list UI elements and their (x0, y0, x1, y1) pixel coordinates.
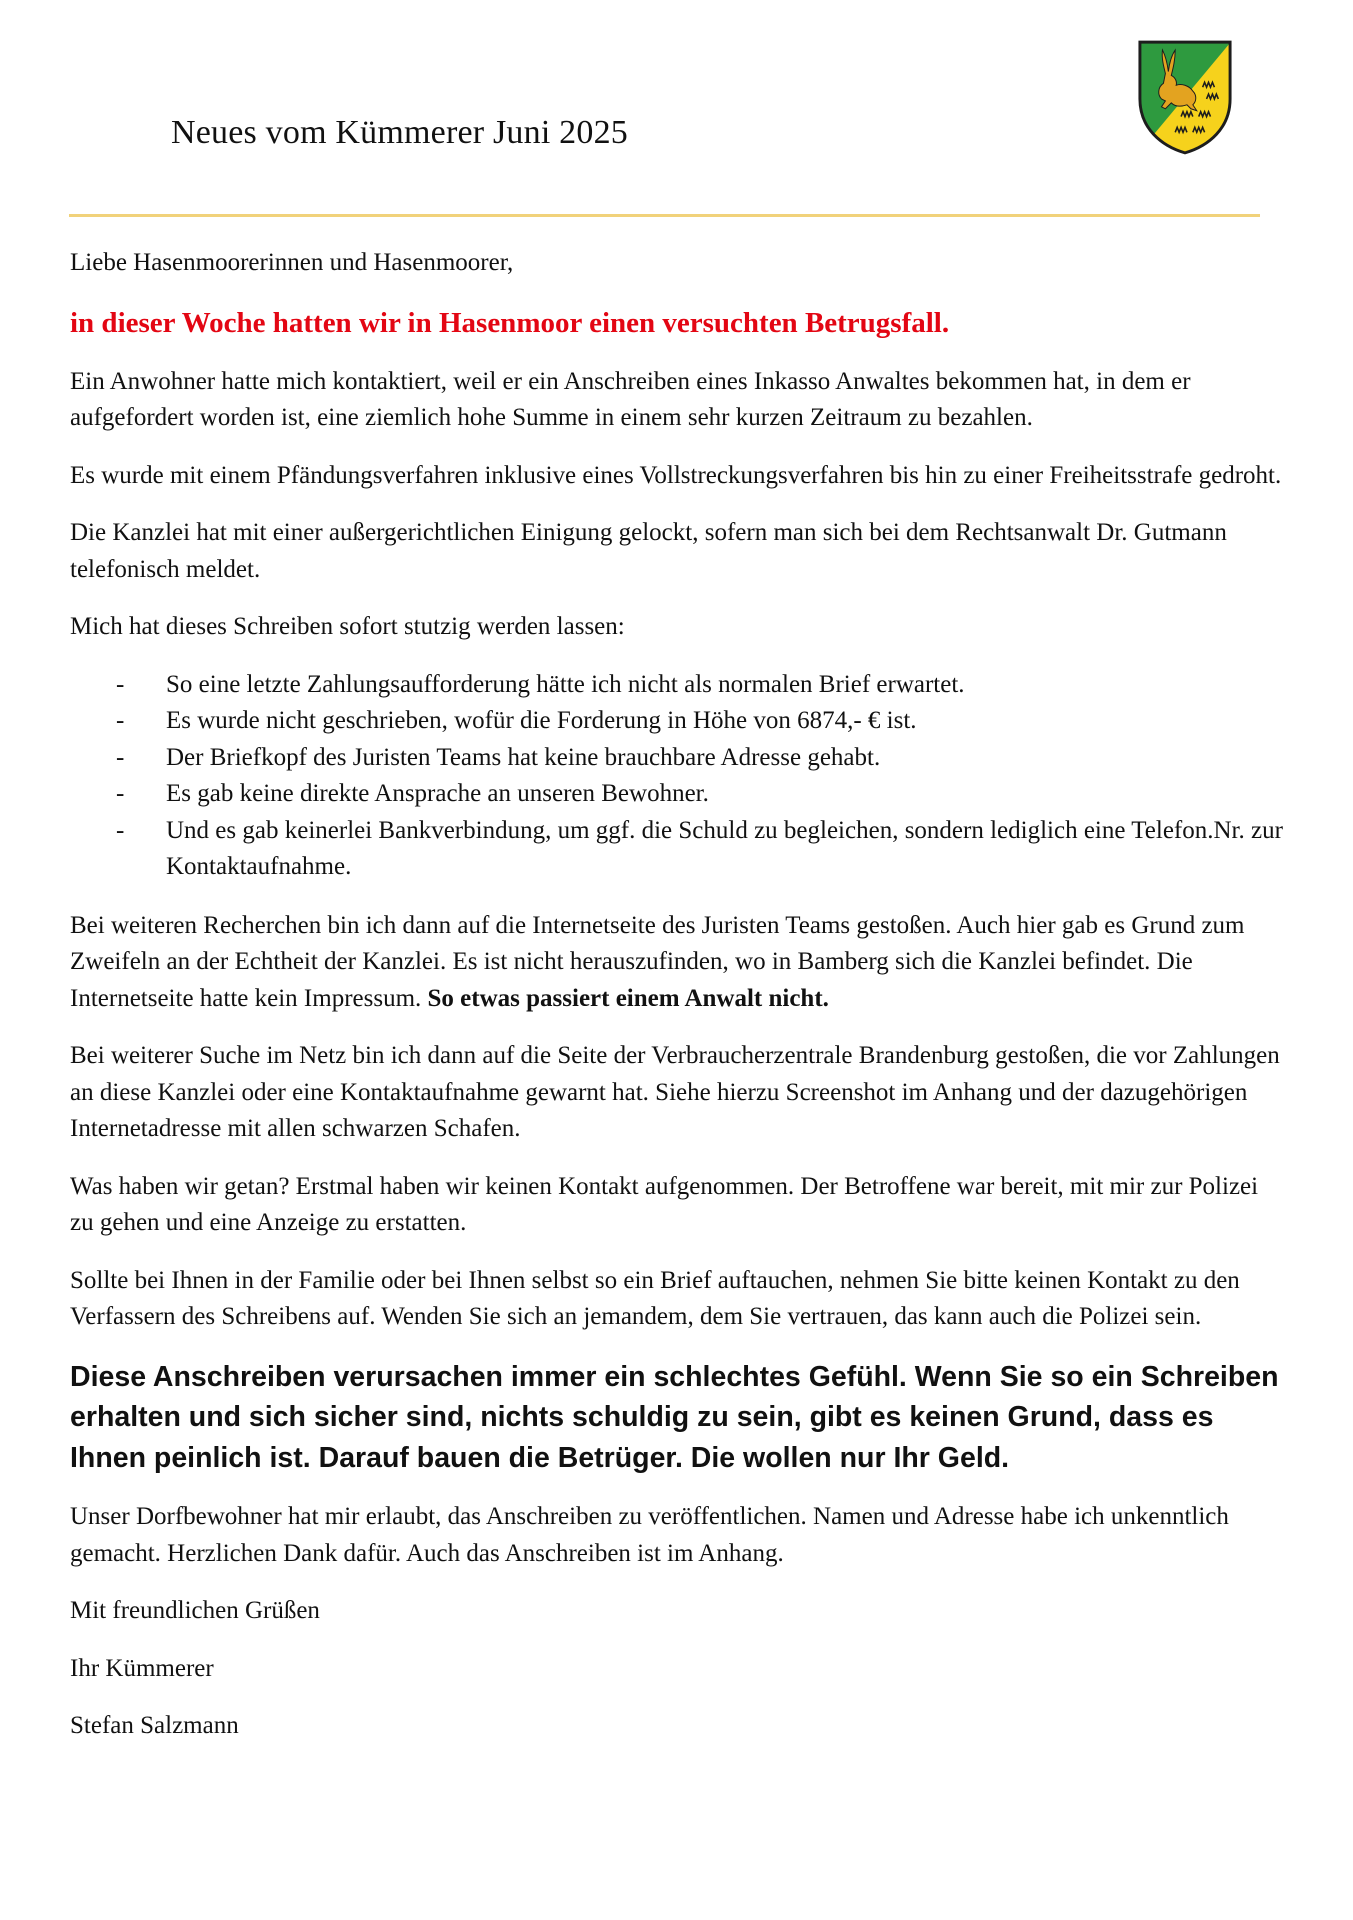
paragraph: Was haben wir getan? Erstmal haben wir keinen Kontakt aufgenommen. Der Betroffene war bereit, mit mir zur Polizei zu gehen und eine Anzeige zu erstatten. (70, 1172, 1259, 1236)
bullet-dash: - (116, 670, 125, 698)
paragraph-text: Bei weiteren Recherchen bin ich dann auf die Internetseite des Juristen Teams gestoßen. Auch hier gab es Grund zum Zweifeln an der Echtheit der Kanzlei. Es ist nicht herauszufinden, wo in Bamberg sich die Kanzlei befindet. Die Internetseite hatte kein Impressum. (70, 911, 1245, 1012)
paragraph: Die Kanzlei hat mit einer außergerichtlichen Einigung gelockt, sofern man sich bei dem Rechtsanwalt Dr. Gutmann telefonisch meldet. (70, 519, 1227, 583)
closing: Mit freundlichen Grüßen (70, 1597, 320, 1624)
salutation: Liebe Hasenmoorerinnen und Hasenmoorer, (70, 249, 514, 276)
list-item-text: Und es gab keinerlei Bankverbindung, um ggf. die Schuld zu begleichen, sondern lediglich eine Telefon.Nr. zur Kontaktaufnahme. (166, 816, 1283, 880)
list-item-text: Es gab keine direkte Ansprache an unseren Bewohner. (166, 780, 709, 807)
warning-statement: Diese Anschreiben verursachen immer ein schlechtes Gefühl. Wenn Sie so ein Schreiben erhalten und sich sicher sind, nichts schuldig zu sein, gibt es keinen Grund, dass es Ihnen peinlich ist. Darauf bauen die Betrüger. Die wollen nur Ihr Geld. (70, 1360, 1279, 1474)
letter-body (70, 245, 1285, 1766)
header-divider (69, 214, 1260, 217)
paragraph: Unser Dorfbewohner hat mir erlaubt, das Anschreiben zu veröffentlichen. Namen und Adresse habe ich unkenntlich gemacht. Herzlichen Dank dafür. Auch das Anschreiben ist im Anhang. (70, 1503, 1229, 1567)
coat-of-arms-icon (1136, 38, 1234, 156)
list-item (70, 667, 1285, 704)
list-item-text: So eine letzte Zahlungsaufforderung hätte ich nicht als normalen Brief erwartet. (166, 670, 965, 698)
sender-role: Ihr Kümmerer (70, 1654, 214, 1682)
signature-name: Stefan Salzmann (70, 1712, 239, 1739)
emphasis-text: So etwas passiert einem Anwalt nicht. (427, 984, 829, 1012)
list-item-text: Der Briefkopf des Juristen Teams hat keine brauchbare Adresse gehabt. (166, 743, 881, 771)
paragraph: Sollte bei Ihnen in der Familie oder bei Ihnen selbst so ein Brief auftauchen, nehmen Sie bitte keinen Kontakt zu den Verfassern des Schreibens auf. Wenden Sie sich an jemandem, dem Sie vertrauen, das kann auch die Polizei sein. (70, 1266, 1240, 1330)
list-item-text: Es wurde nicht geschrieben, wofür die Forderung in Höhe von 6874,- € ist. (166, 707, 917, 734)
bullet-dash: - (116, 780, 125, 807)
list-item (70, 776, 1285, 813)
paragraph: Bei weiterer Suche im Netz bin ich dann auf die Seite der Verbraucherzentrale Brandenburg gestoßen, die vor Zahlungen an diese Kanzlei oder eine Kontaktaufnahme gewarnt hat. Siehe hierzu Screenshot im Anhang und der dazugehörigen Internetadresse mit allen schwarzen Schafen. (70, 1042, 1280, 1142)
bullet-dash: - (116, 816, 125, 844)
paragraph: Ein Anwohner hatte mich kontaktiert, weil er ein Anschreiben eines Inkasso Anwaltes bekommen hat, in dem er aufgefordert worden ist, eine ziemlich hohe Summe in einem sehr kurzen Zeitraum zu bezahlen. (70, 367, 1191, 431)
list-item (70, 703, 1285, 740)
alert-headline: in dieser Woche hatten wir in Hasenmoor einen versuchten Betrugsfall. (70, 306, 950, 339)
bullet-dash: - (116, 743, 125, 771)
paragraph: Mich hat dieses Schreiben sofort stutzig werden lassen: (70, 613, 625, 640)
paragraph: Es wurde mit einem Pfändungsverfahren inklusive eines Vollstreckungsverfahren bis hin zu einer Freiheitsstrafe gedroht. (70, 461, 1282, 489)
paragraph (70, 908, 1285, 1018)
bullet-dash: - (116, 707, 125, 734)
list-item (70, 740, 1285, 777)
suspicion-list (70, 667, 1285, 886)
list-item (70, 813, 1285, 886)
page-title: Neues vom Kümmerer Juni 2025 (171, 114, 628, 151)
